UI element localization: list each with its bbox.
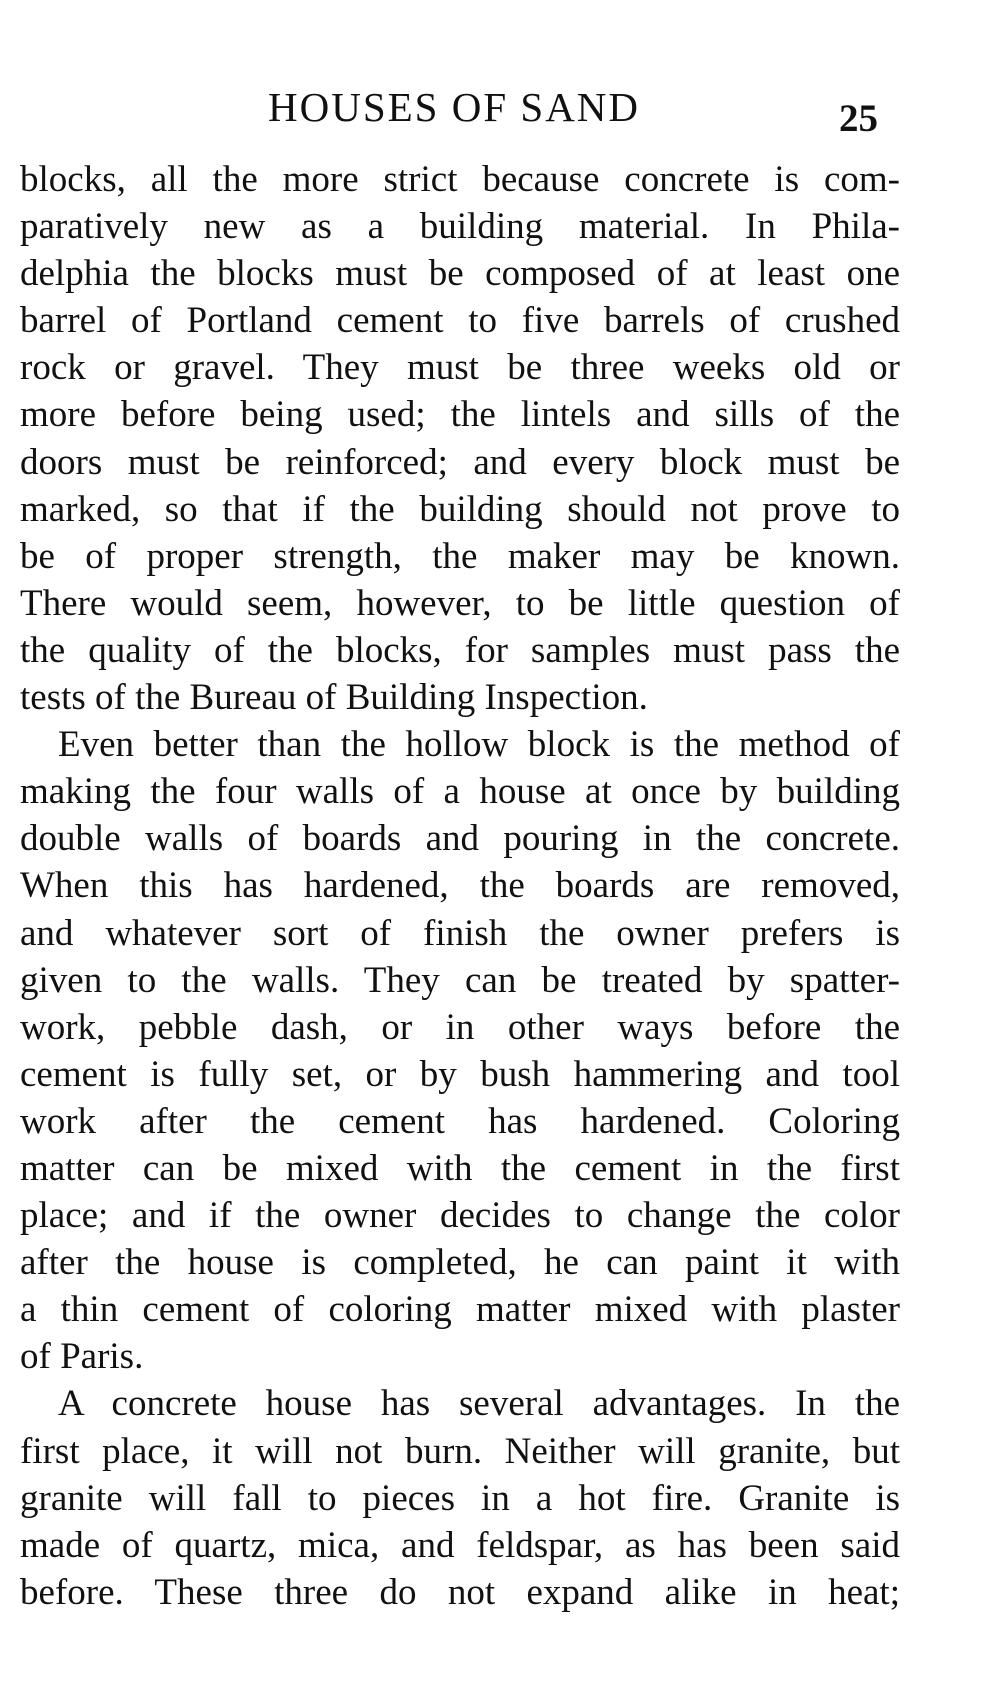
- text-line: There would seem, however, to be little question of: [20, 582, 900, 624]
- text-line: work after the cement has hardened. Coloring: [20, 1100, 900, 1142]
- text-line: be of proper strength, the maker may be known.: [20, 535, 900, 577]
- text-line: place; and if the owner decides to change the color: [20, 1195, 900, 1237]
- text-line: and whatever sort of finish the owner prefers is: [20, 912, 900, 954]
- text-line: matter can be mixed with the cement in the first: [20, 1147, 900, 1189]
- page-number: 25: [839, 97, 878, 140]
- text-line: more before being used; the lintels and sills of the: [20, 394, 900, 436]
- text-line: made of quartz, mica, and feldspar, as has been said: [20, 1524, 900, 1566]
- text-line: after the house is completed, he can paint it with: [20, 1242, 900, 1284]
- text-line: cement is fully set, or by bush hammering and tool: [20, 1053, 900, 1095]
- text-line: rock or gravel. They must be three weeks old or: [20, 347, 900, 389]
- running-head: [0, 82, 1000, 142]
- text-line: granite will fall to pieces in a hot fire. Granite is: [20, 1477, 900, 1519]
- text-line: given to the walls. They can be treated by spatter-: [20, 959, 900, 1001]
- text-line: tests of the Bureau of Building Inspection.: [20, 677, 648, 719]
- text-line: Even better than the hollow block is the method of: [58, 724, 900, 766]
- text-line: blocks, all the more strict because concrete is com-: [20, 159, 900, 200]
- text-line: marked, so that if the building should not prove to: [20, 488, 900, 530]
- text-line: the quality of the blocks, for samples must pass the: [20, 629, 900, 671]
- text-line: work, pebble dash, or in other ways before the: [20, 1006, 900, 1048]
- text-line: before. These three do not expand alike in heat;: [20, 1571, 900, 1613]
- text-line: of Paris.: [20, 1336, 144, 1378]
- text-line: first place, it will not burn. Neither will granite, but: [20, 1430, 900, 1472]
- running-title: HOUSES OF SAND: [268, 84, 641, 130]
- text-line: When this has hardened, the boards are removed,: [20, 865, 900, 907]
- text-line: double walls of boards and pouring in the concrete.: [20, 818, 900, 860]
- text-line: delphia the blocks must be composed of at least one: [20, 253, 900, 295]
- text-line: making the four walls of a house at once by building: [20, 771, 900, 813]
- text-line: A concrete house has several advantages. In the: [58, 1383, 900, 1425]
- text-line: barrel of Portland cement to five barrels of crushed: [20, 300, 900, 342]
- body-text: [20, 156, 900, 1616]
- text-line: doors must be reinforced; and every block must be: [20, 441, 900, 483]
- text-line: paratively new as a building material. In Phila-: [20, 206, 900, 248]
- text-line: a thin cement of coloring matter mixed with plaster: [20, 1289, 900, 1331]
